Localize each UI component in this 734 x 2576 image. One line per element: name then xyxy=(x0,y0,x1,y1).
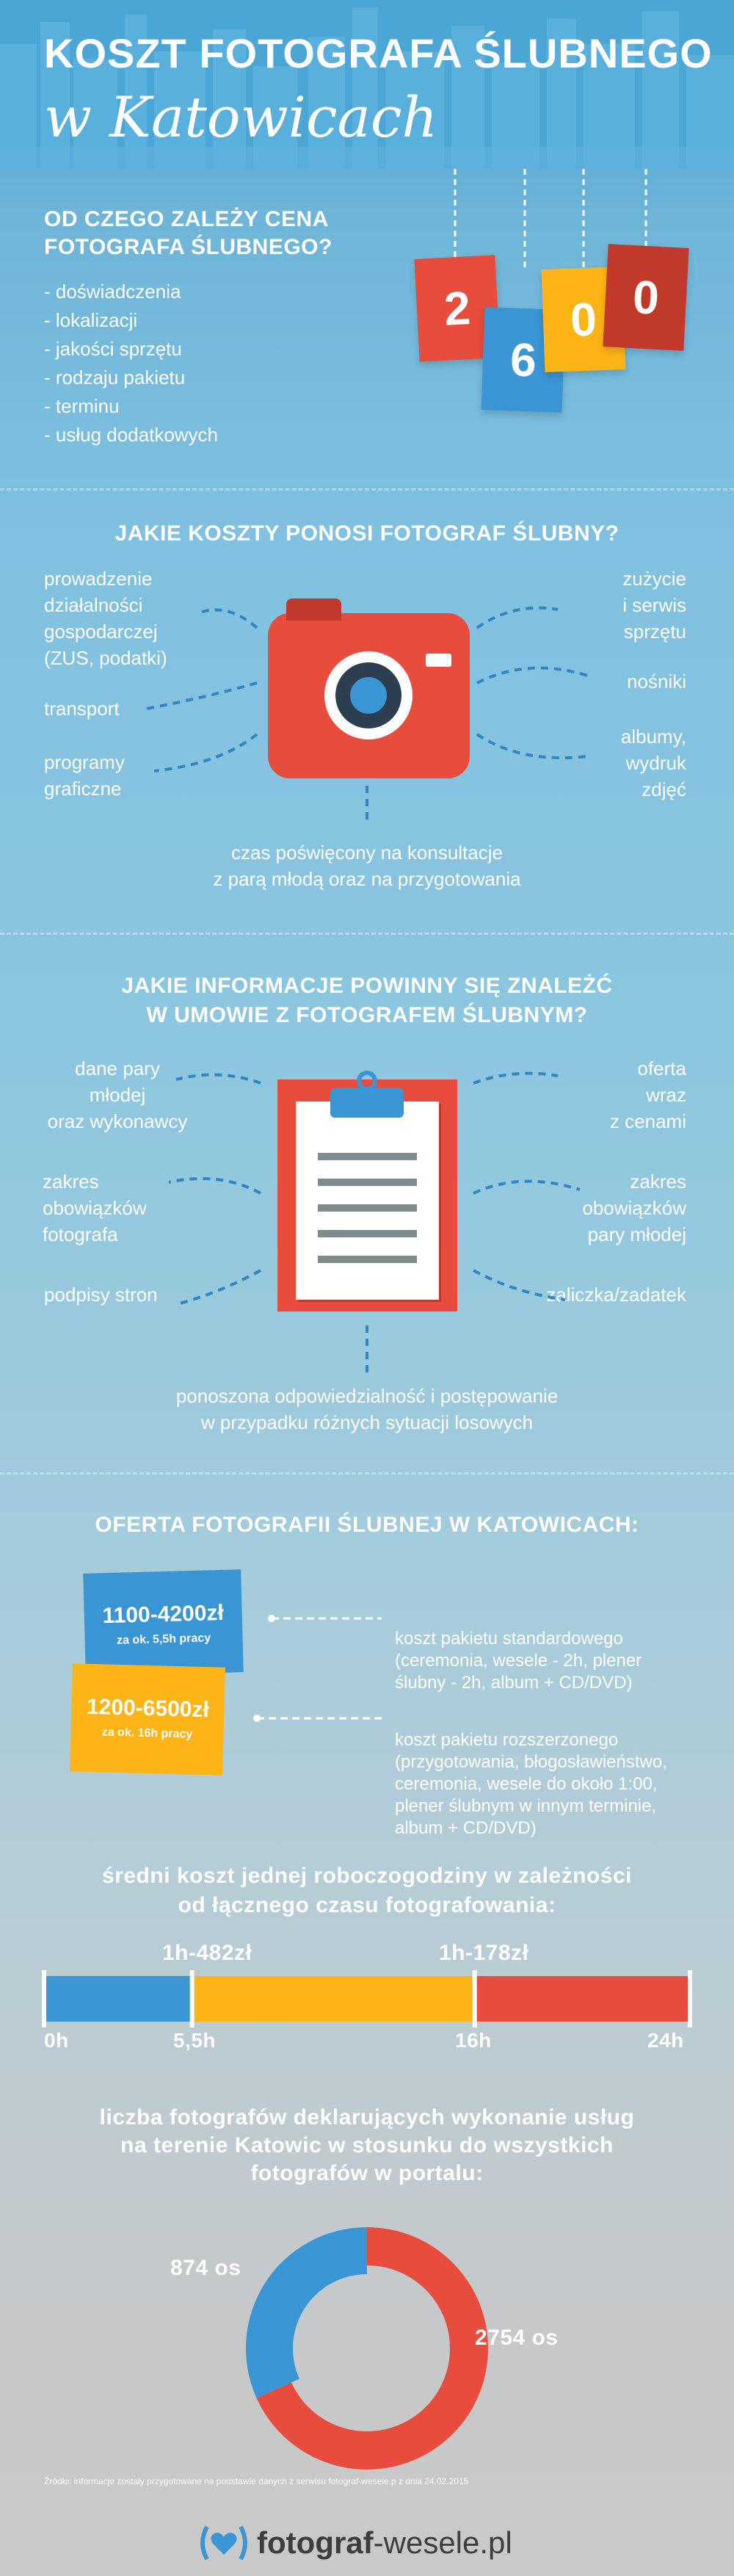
bar-tick-2 xyxy=(473,1970,477,2027)
offer-heading: OFERTA FOTOGRAFII ŚLUBNEJ W KATOWICACH: xyxy=(95,1513,639,1537)
list-item: - doświadczenia xyxy=(44,281,181,303)
hourly-rate-label: 1h-178zł xyxy=(439,1941,529,1965)
bar-segment-0 xyxy=(44,1976,192,2022)
price-factors-list xyxy=(44,278,218,449)
donut-slice-katowice xyxy=(246,2227,367,2398)
line-icon xyxy=(318,1204,417,1212)
tick-label: 16h xyxy=(455,2029,492,2052)
page-subtitle: w Katowicach xyxy=(44,84,438,150)
brand-name-rest: -wesele.pl xyxy=(373,2525,512,2560)
section-divider xyxy=(0,933,734,935)
share-heading: liczba fotografów deklarujących wykonanie usług na terenie Katowic w stosunku do wszystkich fotografów w portalu: xyxy=(99,2105,635,2185)
section-divider xyxy=(0,488,734,491)
package-connectors xyxy=(242,1612,389,1722)
clipboard-ring-icon xyxy=(357,1071,377,1091)
cost-item: transport xyxy=(44,698,120,720)
share-donut xyxy=(235,2216,499,2481)
brand-logo-text[interactable] xyxy=(257,2525,512,2561)
line-icon xyxy=(318,1179,417,1186)
line-icon xyxy=(318,1256,417,1263)
price-tag-4: 0 xyxy=(603,244,688,351)
flash-icon xyxy=(426,654,451,667)
package-extended-box xyxy=(70,1663,225,1775)
list-item: - rodzaju pakietu xyxy=(44,366,186,388)
cost-item: prowadzenie działalności gospodarczej (ZUS, podatki) xyxy=(44,568,167,669)
contract-heading-line2: W UMOWIE Z FOTOGRAFEM ŚLUBNYM? xyxy=(146,1003,588,1027)
hourly-heading: średni koszt jednej roboczogodziny w zależności od łącznego czasu fotografowania: xyxy=(102,1864,632,1917)
cost-item: albumy, wydruk zdjęć xyxy=(620,726,686,800)
contract-item: zakres obowiązków fotografa xyxy=(43,1171,147,1245)
source-note: Źródło: informacje zostały przygotowane na podstawie danych z serwisu fotograf-wesele.p z dnia 24.02.2015 xyxy=(44,2476,469,2486)
list-item: - usług dodatkowych xyxy=(44,424,219,446)
contract-item: oferta wraz z cenami xyxy=(609,1057,686,1132)
list-item: - terminu xyxy=(44,395,120,417)
package-desc-text: koszt pakietu rozszerzonego (przygotowania, błogosławieństwo, ceremonia, wesele do około 1:00, plener ślubnym w innym terminie, album + CD/DVD) xyxy=(395,1730,667,1838)
bar-tick-1 xyxy=(190,1970,195,2027)
hourly-bar xyxy=(40,1970,694,2029)
package-hours: za ok. 16h pracy xyxy=(101,1726,193,1741)
camera-icon xyxy=(268,613,470,778)
hourly-rate-label: 1h-482zł xyxy=(162,1941,252,1965)
package-desc-text: koszt pakietu standardowego (ceremonia, wesele - 2h, plener ślubny - 2h, album + CD/DVD) xyxy=(395,1629,642,1693)
bar-segment-1 xyxy=(192,1976,475,2022)
camera-top-icon xyxy=(286,598,341,621)
package-desc xyxy=(395,1707,667,1862)
contract-heading xyxy=(0,972,734,1030)
cost-item: programy graficzne xyxy=(44,751,125,800)
cost-item: nośniki xyxy=(627,670,686,692)
line-icon xyxy=(318,1153,417,1160)
contract-item: zakres obowiązków pary młodej xyxy=(582,1171,686,1245)
contract-item: zaliczka/zadatek xyxy=(546,1284,686,1306)
package-price: 1200-6500zł xyxy=(86,1694,210,1723)
price-tag-1: 2 xyxy=(414,255,500,362)
line-icon xyxy=(318,1230,417,1237)
price-factors-heading-line2: FOTOGRAFA ŚLUBNEGO? xyxy=(44,235,333,259)
tick-label: 0h xyxy=(44,2029,69,2052)
lens-inner-icon xyxy=(350,677,387,714)
page-title: KOSZT FOTOGRAFA ŚLUBNEGO xyxy=(44,30,713,76)
footer xyxy=(0,2511,734,2576)
package-price: 1100-4200zł xyxy=(102,1600,225,1629)
contract-item: podpisy stron xyxy=(44,1284,158,1306)
bar-segment-2 xyxy=(475,1976,690,2022)
tick-label: 5,5h xyxy=(173,2029,217,2052)
contract-bottom-item: ponoszona odpowiedzialność i postępowanie w przypadku różnych sytuacji losowych xyxy=(175,1385,559,1433)
cost-item: zużycie i serwis sprzętu xyxy=(622,568,686,643)
contract-item: dane pary młodej oraz wykonawcy xyxy=(47,1057,188,1132)
all-count-label: 2754 os xyxy=(475,2326,559,2350)
contract-heading-line1: JAKIE INFORMACJE POWINNY SIĘ ZNALEŻĆ xyxy=(121,974,613,998)
costs-heading: JAKIE KOSZTY PONOSI FOTOGRAF ŚLUBNY? xyxy=(115,521,619,546)
price-tag-2: 6 xyxy=(482,307,566,413)
package-standard-box xyxy=(83,1569,244,1676)
section-divider xyxy=(0,1472,734,1475)
bar-tick-0 xyxy=(42,1970,46,2027)
list-item: - jakości sprzętu xyxy=(44,338,182,360)
price-factors-heading xyxy=(44,206,333,261)
bar-tick-3 xyxy=(688,1970,692,2027)
clipboard-paper-icon xyxy=(296,1101,439,1300)
brand-name-bold: fotograf xyxy=(257,2525,374,2560)
price-factors-heading-line1: OD CZEGO ZALEŻY CENA xyxy=(44,207,329,231)
package-desc xyxy=(395,1606,642,1716)
clipboard-clip-icon xyxy=(330,1088,404,1118)
price-tag-3: 0 xyxy=(542,267,626,372)
tick-label: 24h xyxy=(647,2029,684,2052)
list-item: - lokalizacji xyxy=(44,309,138,331)
heart-logo-icon xyxy=(198,2522,250,2564)
clipboard-icon xyxy=(277,1079,457,1311)
package-hours: za ok. 5,5h pracy xyxy=(116,1632,211,1647)
cost-bottom-item: czas poświęcony na konsultacje z parą młodą oraz na przygotowania xyxy=(213,842,521,890)
katowice-count-label: 874 os xyxy=(170,2256,241,2280)
